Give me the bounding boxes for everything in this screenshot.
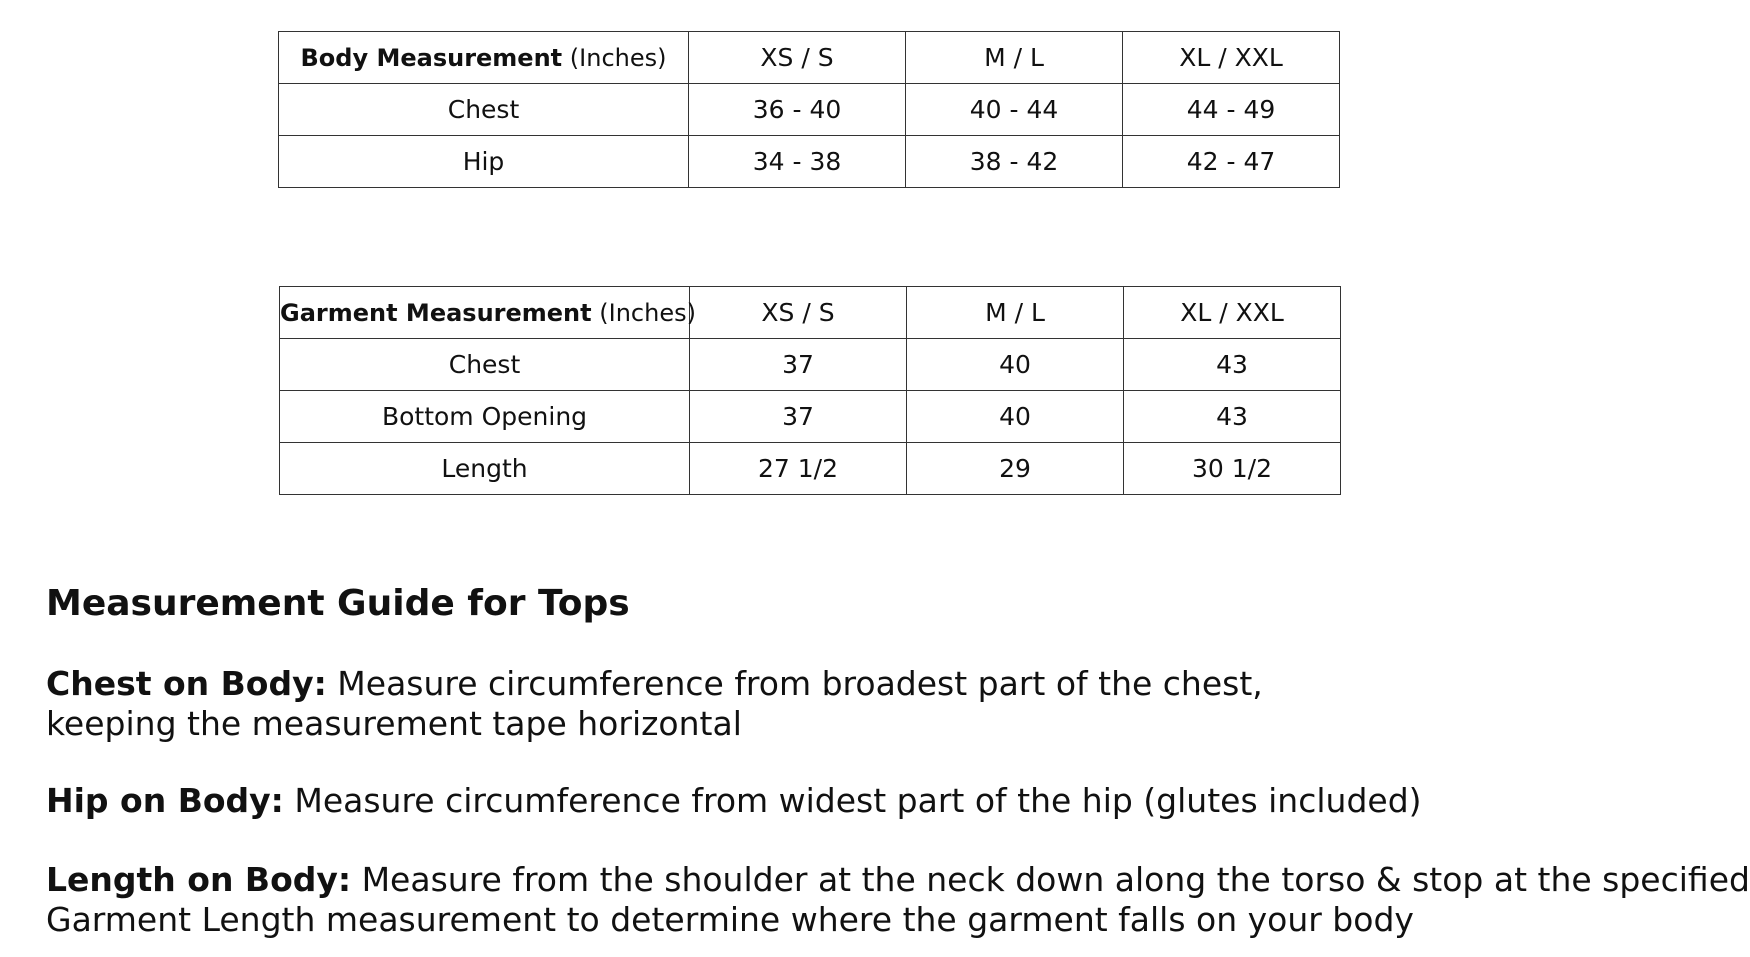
guide-length-term: Length on Body:	[46, 860, 352, 899]
table-cell: 36 - 40	[689, 84, 906, 136]
guide-chest-line2: keeping the measurement tape horizontal	[46, 704, 742, 743]
size-header-xs-s: XS / S	[689, 32, 906, 84]
table-cell: 34 - 38	[689, 136, 906, 188]
table-cell: 40	[907, 339, 1124, 391]
table-header-row	[280, 287, 1341, 339]
table-cell: 29	[907, 443, 1124, 495]
table-header-label	[280, 287, 696, 339]
table-row	[280, 443, 1341, 495]
table-cell: 37	[690, 339, 907, 391]
header-label-bold: Body Measurement	[300, 43, 563, 72]
size-header-xl-xxl: XL / XXL	[1124, 287, 1341, 339]
row-label: Hip	[279, 136, 689, 188]
guide-hip-paragraph	[46, 781, 1422, 821]
guide-title: Measurement Guide for Tops	[46, 583, 630, 624]
table-row	[279, 136, 1340, 188]
garment-measurement-table	[279, 286, 1341, 495]
body-measurement-table	[278, 31, 1340, 188]
table-cell: 44 - 49	[1123, 84, 1340, 136]
table-cell: 43	[1124, 339, 1341, 391]
row-label: Bottom Opening	[280, 391, 690, 443]
guide-hip-line1	[46, 781, 1422, 821]
guide-length-paragraph	[46, 860, 1750, 940]
table-cell: 37	[690, 391, 907, 443]
guide-chest-line1	[46, 664, 1263, 704]
size-header-m-l: M / L	[907, 287, 1124, 339]
table-cell: 40	[907, 391, 1124, 443]
header-label-unit: (Inches)	[569, 43, 667, 72]
table-cell: 43	[1124, 391, 1341, 443]
header-label-unit: (Inches)	[599, 298, 696, 327]
table-cell: 30 1/2	[1124, 443, 1341, 495]
row-label: Chest	[279, 84, 689, 136]
guide-length-line2: Garment Length measurement to determine where the garment falls on your body	[46, 900, 1414, 939]
table-cell: 42 - 47	[1123, 136, 1340, 188]
guide-chest-text: Measure circumference from broadest part of the chest,	[326, 664, 1263, 703]
guide-length-line1	[46, 860, 1750, 900]
size-header-xs-s: XS / S	[690, 287, 907, 339]
table-cell: 40 - 44	[906, 84, 1123, 136]
row-label: Length	[280, 443, 690, 495]
guide-hip-text: Measure circumference from widest part of the hip (glutes included)	[283, 781, 1422, 820]
table-row	[280, 391, 1341, 443]
table-row	[280, 339, 1341, 391]
table-header-label	[279, 32, 689, 84]
size-header-m-l: M / L	[906, 32, 1123, 84]
size-header-xl-xxl: XL / XXL	[1123, 32, 1340, 84]
table-cell: 27 1/2	[690, 443, 907, 495]
row-label: Chest	[280, 339, 690, 391]
table-header-row	[279, 32, 1340, 84]
table-cell: 38 - 42	[906, 136, 1123, 188]
guide-length-text: Measure from the shoulder at the neck down along the torso & stop at the specified	[351, 860, 1750, 899]
guide-chest-paragraph	[46, 664, 1263, 744]
guide-chest-term: Chest on Body:	[46, 664, 327, 703]
guide-hip-term: Hip on Body:	[46, 781, 284, 820]
table-row	[279, 84, 1340, 136]
header-label-bold: Garment Measurement	[280, 298, 592, 327]
